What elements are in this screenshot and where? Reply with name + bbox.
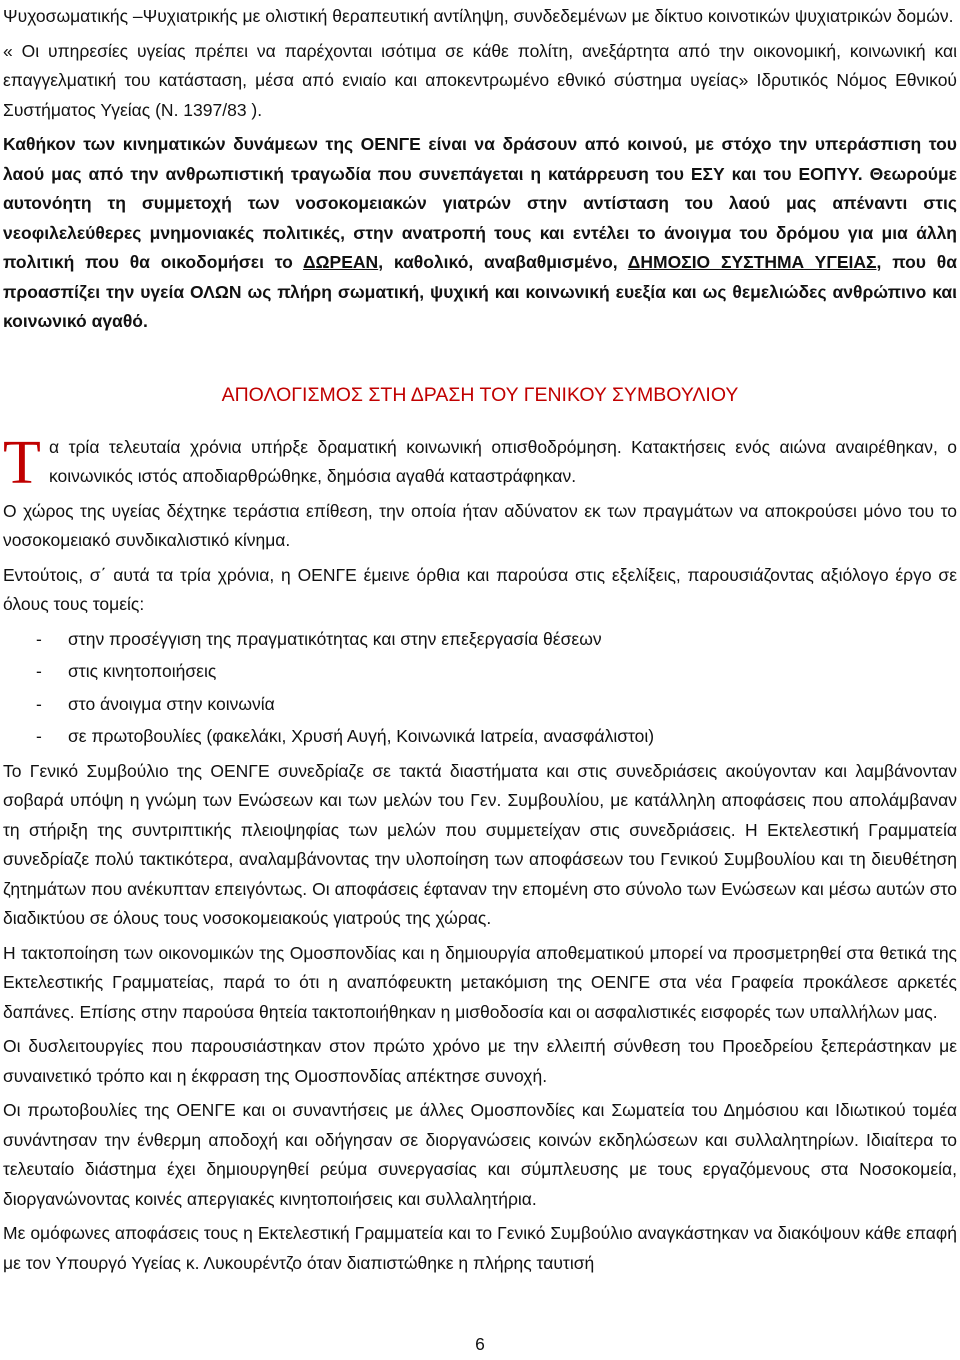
dropcap-paragraph [3,428,957,497]
bold-text-3: , που θα προασπίζει την υγεία ΟΛΩΝ ως πλήρη σωματική, ψυχική και κοινωνική ευεξία και ως θεμελιώδες ανθρώπινο και κοινωνικό αγαθό. [3,252,957,331]
intro-paragraph: Ψυχοσωματικής –Ψυχιατρικής με ολιστική θεραπευτική αντίληψη, συνδεδεμένων με δίκτυο κοινοτικών ψυχιατρικών δομών. [3,6,954,26]
document-page [3,2,957,1283]
underlined-free: ΔΩΡΕΑΝ [302,252,379,272]
bold-text-2: , καθολικό, αναβαθμισμένο, [378,252,628,272]
paragraph: Η τακτοποίηση των οικονομικών της Ομοσπονδίας και η δημιουργία αποθεματικού μπορεί να προσμετρηθεί στα θετικά της Εκτελεστικής Γραμματείας, παρά το ότι η αναπόφευκτη μετακόμιση της ΟΕΝΓΕ στα νέα Γραφεία προκάλεσε αρκετές δαπάνες. Επίσης στην παρούσα θητεία τακτοποιήθηκαν η μισθοδοσία και οι ασφαλιστικές εισφορές των υπαλλήλων μας. [3,942,957,1022]
section-heading: ΑΠΟΛΟΓΙΣΜΟΣ ΣΤΗ ΔΡΑΣΗ ΤΟΥ ΓΕΝΙΚΟΥ ΣΥΜΒΟΥΛΙΟΥ [221,383,739,406]
list-item: - στο άνοιγμα στην κοινωνία [3,690,957,720]
bold-text-1: Καθήκον των κινηματικών δυνάμεων της ΟΕΝΓΕ είναι να δράσουν από κοινού, με στόχο την υπεράσπιση του λαού μας από την ανθρωπιστική τραγωδία που συνεπάγεται η κατάρρευση του ΕΣΥ και του ΕΟΠΥΥ. Θεωρούμε αυτονόητη τη συμμετοχή των νοσοκομειακών γιατρών στην αντίσταση του λαού μας απέναντι στις νεοφιλελεύθερες μνημονιακές πολιτικές, στην ανατροπή τους και εντέλει το άνοιγμα του δρόμου για μια άλλη πολιτική που θα οικοδομήσει το [3,134,957,272]
dropcap-text: α τρία τελευταία χρόνια υπήρξε δραματική κοινωνική οπισθοδρόμηση. Κατακτήσεις ενός αιώνα αναιρέθηκαν, ο κοινωνικός ιστός αποδιαρθρώθηκε, δημόσια αγαθά καταστράφηκαν. [49,436,957,486]
list-item: - στις κινητοποιήσεις [3,657,957,687]
drop-cap-letter: Τ [3,428,41,497]
bold-paragraph [3,130,957,337]
paragraph: Το Γενικό Συμβούλιο της ΟΕΝΓΕ συνεδρίαζε σε τακτά διαστήματα και στις συνεδριάσεις ακούγονταν και λαμβάνονταν σοβαρά υπόψη η γνώμη των Ενώσεων και των μελών του Γεν. Συμβουλίου, με κατάλληλη αποφάσεις που απολάμβαναν τη στήριξη της συντριπτικής πλειοψηφίας των μελών που συμμετείχαν στις συνεδριάσεις. Η Εκτελεστική Γραμματεία συνεδρίαζε πολύ τακτικότερα, αναλαμβάνοντας την υλοποίηση των αποφάσεων του Γενικού Συμβουλίου και τη διευθέτηση ζητημάτων που ανέκυπταν επειγόντως. Οι αποφάσεις έφταναν την επομένη στο σύνολο των Ενώσεων και μέσω αυτών στο διαδικτύου σε όλους τους νοσοκομειακούς γιατρούς της χώρας. [3,760,957,928]
list-item: - σε πρωτοβουλίες (φακελάκι, Χρυσή Αυγή, Κοινωνικά Ιατρεία, ανασφάλιστοι) [3,722,957,752]
quote-paragraph: « Οι υπηρεσίες υγείας πρέπει να παρέχονται ισότιμα σε κάθε πολίτη, ανεξάρτητα από την οικονομική, κοινωνική και επαγγελματική του κατάσταση, μέσα από ενιαίο και αποκεντρωμένο εθνικό σύστημα υγείας» Ιδρυτικός Νόμος Εθνικού Συστήματος Υγείας (Ν. 1397/83 ). [3,40,957,120]
paragraph: Με ομόφωνες αποφάσεις τους η Εκτελεστική Γραμματεία και το Γενικό Συμβούλιο αναγκάστηκαν να διακόψουν κάθε επαφή με τον Υπουργό Υγείας κ. Λυκουρέντζο όταν διαπιστώθηκε η πλήρης ταυτισή [3,1223,957,1273]
page-number: 6 [475,1334,485,1354]
paragraph: Οι πρωτοβουλίες της ΟΕΝΓΕ και οι συναντήσεις με άλλες Ομοσπονδίες και Σωματεία του Δημόσιου και Ιδιωτικού τομέα συνάντησαν την ένθερμη αποδοχή και οδήγησαν σε διοργανώσεις κοινών εκδηλώσεων και συλλαλητηρίων. Ιδιαίτερα το τελευταίο διάστημα έχει δημιουργηθεί ρεύμα συνεργασίας και σύμπλευσης με τους εργαζόμενους στα Νοσοκομεία, διοργανώνοντας κοινές απεργιακές κινητοποιήσεις και συλλαλητήρια. [3,1100,957,1209]
paragraph: Οι δυσλειτουργίες που παρουσιάστηκαν στον πρώτο χρόνο με την ελλειπή σύνθεση του Προεδρείου ξεπεράστηκαν με συναινετικό τρόπο και η έκφραση της Ομοσπονδίας απέκτησε συνοχή. [3,1036,957,1086]
paragraph: Ο χώρος της υγείας δέχτηκε τεράστια επίθεση, την οποία ήταν αδύνατον εκ των πραγμάτων να αποκρούσει μόνο του το νοσοκομειακό συνδικαλιστικό κίνημα. [3,500,957,550]
dash-list [3,625,957,752]
paragraph: Εντούτοις, σ΄ αυτά τα τρία χρόνια, η ΟΕΝΓΕ έμεινε όρθια και παρούσα στις εξελίξεις, παρουσιάζοντας αξιόλογο έργο σε όλους τους τομείς: [3,564,957,614]
underlined-public-system: ΔΗΜΟΣΙΟ ΣΥΣΤΗΜΑ ΥΓΕΙΑΣ [627,252,877,272]
list-item: - στην προσέγγιση της πραγματικότητας και στην επεξεργασία θέσεων [3,625,957,655]
